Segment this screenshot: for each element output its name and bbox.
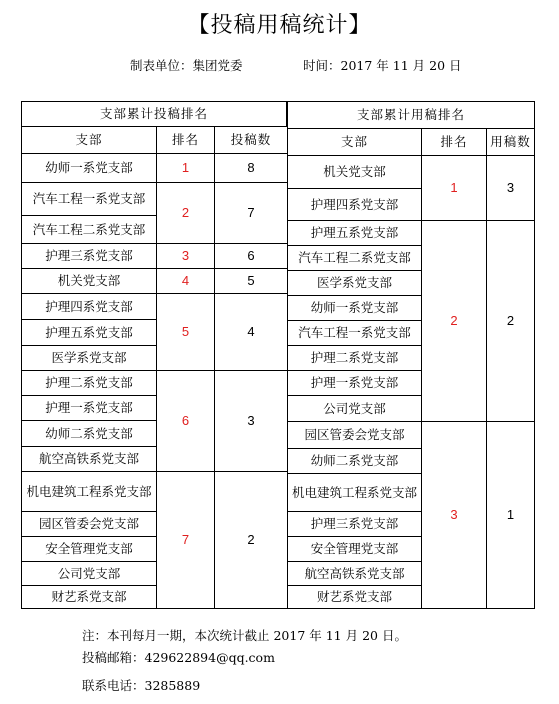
right-row-branch: 护理四系党支部 xyxy=(288,189,422,221)
right-rank: 3 xyxy=(422,422,487,608)
left-rank: 4 xyxy=(157,269,215,294)
right-count: 3 xyxy=(487,156,534,221)
left-row-branch: 汽车工程二系党支部 xyxy=(22,216,157,244)
left-col-count: 投稿数 xyxy=(215,127,287,154)
right-section-header: 支部累计用稿排名 xyxy=(288,102,534,129)
left-row-branch: 汽车工程一系党支部 xyxy=(22,183,157,216)
right-row-branch: 护理一系党支部 xyxy=(288,371,422,396)
left-count: 2 xyxy=(247,532,255,547)
right-row-branch: 汽车工程二系党支部 xyxy=(288,246,422,271)
right-row-branch: 医学系党支部 xyxy=(288,271,422,296)
right-count: 1 xyxy=(506,507,515,522)
left-row-branch: 机关党支部 xyxy=(22,269,157,294)
left-row-branch: 公司党支部 xyxy=(22,562,157,586)
left-col-branch: 支部 xyxy=(22,127,157,154)
right-row-branch: 汽车工程一系党支部 xyxy=(288,321,422,346)
right-row-branch: 幼师二系党支部 xyxy=(288,449,422,474)
footer-phone: 联系电话：3285889 xyxy=(82,678,201,693)
left-rank: 1 xyxy=(157,154,215,183)
right-row-branch: 护理二系党支部 xyxy=(288,346,422,371)
right-row-branch: 财艺系党支部 xyxy=(288,586,422,608)
right-row-branch: 机电建筑工程系党支部 xyxy=(288,474,422,512)
right-row-branch: 幼师一系党支部 xyxy=(288,296,422,321)
left-rank: 5 xyxy=(157,294,215,371)
left-count: 5 xyxy=(215,269,287,294)
left-count: 8 xyxy=(215,154,287,183)
left-rank: 3 xyxy=(157,244,215,269)
left-row-branch: 财艺系党支部 xyxy=(22,586,157,608)
left-row-branch: 护理三系党支部 xyxy=(22,244,157,269)
left-section-header: 支部累计投稿排名 xyxy=(22,102,287,127)
page-title: 【投稿用稿统计】 xyxy=(187,13,372,38)
right-row-branch: 公司党支部 xyxy=(288,396,422,422)
right-row-branch: 护理三系党支部 xyxy=(288,512,422,537)
left-count: 3 xyxy=(215,371,287,472)
unit-label: 制表单位：集团党委 xyxy=(130,58,243,73)
right-col-rank: 排名 xyxy=(422,129,487,156)
footer-note: 注：本刊每月一期，本次统计截止 2017 年 11 月 20 日。 xyxy=(82,628,407,643)
right-rank: 1 xyxy=(422,156,487,221)
left-rank: 7 xyxy=(157,472,215,608)
right-row-branch: 园区管委会党支部 xyxy=(288,422,422,449)
right-col-branch: 支部 xyxy=(288,129,422,156)
left-count: 4 xyxy=(215,294,287,371)
left-row-branch: 航空高铁系党支部 xyxy=(22,447,157,472)
footer-email: 投稿邮箱：429622894@qq.com xyxy=(82,650,275,665)
left-row-branch: 医学系党支部 xyxy=(22,346,157,371)
left-row-branch: 护理四系党支部 xyxy=(22,294,157,320)
right-count: 2 xyxy=(487,221,534,422)
right-row-branch: 航空高铁系党支部 xyxy=(288,562,422,586)
right-row-branch: 机关党支部 xyxy=(288,156,422,189)
left-row-branch: 幼师一系党支部 xyxy=(22,154,157,183)
left-rank: 6 xyxy=(157,371,215,472)
left-row-branch: 机电建筑工程系党支部 xyxy=(22,472,157,512)
right-row-branch: 安全管理党支部 xyxy=(288,537,422,562)
left-col-rank: 排名 xyxy=(157,127,215,154)
left-row-branch: 幼师二系党支部 xyxy=(22,421,157,447)
right-rank: 2 xyxy=(422,221,487,422)
right-row-branch: 护理五系党支部 xyxy=(288,221,422,246)
left-row-branch: 园区管委会党支部 xyxy=(22,512,157,537)
left-row-branch: 安全管理党支部 xyxy=(22,537,157,562)
left-row-branch: 护理二系党支部 xyxy=(22,371,157,396)
left-row-branch: 护理五系党支部 xyxy=(22,320,157,346)
left-count: 6 xyxy=(215,244,287,269)
right-col-count: 用稿数 xyxy=(487,129,534,156)
statistics-table xyxy=(21,101,535,609)
time-label: 时间：2017 年 11 月 20 日 xyxy=(303,58,462,73)
left-count: 7 xyxy=(215,183,287,244)
left-rank: 2 xyxy=(157,183,215,244)
left-row-branch: 护理一系党支部 xyxy=(22,396,157,421)
